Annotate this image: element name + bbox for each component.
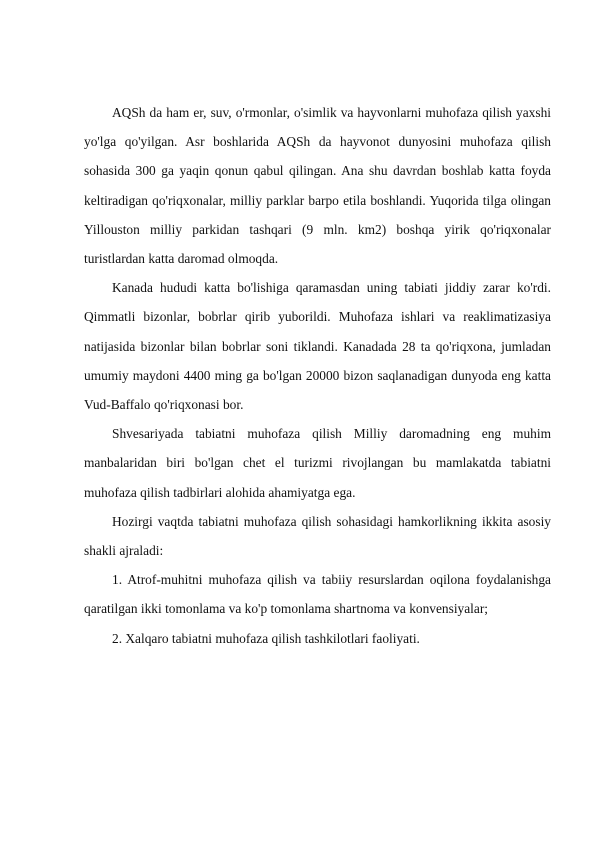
list-item-agreements: 1. Atrof-muhitni muhofaza qilish va tabiiy resurslardan oqilona foydalanishga qaratilgan ikki tomonlama va ko'p tomonlama shartnoma va konvensiyalar; [84, 572, 551, 617]
list-item-organizations: 2. Xalqaro tabiatni muhofaza qilish tashkilotlari faoliyati. [112, 630, 420, 646]
paragraph-cooperation-forms: Hozirgi vaqtda tabiatni muhofaza qilish sohasidagi hamkorlikning ikkita asosiy shakli ajraladi: [84, 513, 551, 559]
paragraph-switzerland-protection: Shvesariyada tabiatni muhofaza qilish Milliy daromadning eng muhim manbalaridan biri bo'lgan chet el turizmi rivojlangan bu mamlakatda tabiatni muhofaza qilish tadbirlari alohida ahamiyatga ega. [84, 426, 551, 500]
document-body [84, 98, 551, 653]
paragraph-canada-protection: Kanada hududi katta bo'lishiga qaramasdan uning tabiati jiddiy zarar ko'rdi. Qimmatli bizonlar, bobrlar qirib yuborildi. Muhofaza ishlari va reaklimatizasiya natijasida bizonlar bilan bobrlar soni tiklandi. Kanadada 28 ta qo'riqxona, jumladan umumiy maydoni 4400 ming ga bo'lgan 20000 bizon saqlanadigan dunyoda eng katta Vud-Baffalo qo'riqxonasi bor. [84, 280, 551, 413]
paragraph-usa-protection: AQSh da ham er, suv, o'rmonlar, o'simlik va hayvonlarni muhofaza qilish yaxshi yo'lga qo'yilgan. Asr boshlarida AQSh da hayvonot dunyosini muhofaza qilish sohasida 300 ga yaqin qonun qabul qilingan. Ana shu davrdan boshlab katta foyda keltiradigan qo'riqxonalar, milliy parklar barpo etila boshlandi. Yuqorida tilga olingan Yillouston milliy parkidan tashqari (9 mln. km2) boshqa yirik qo'riqxonalar turistlardan katta daromad olmoqda. [84, 105, 551, 267]
